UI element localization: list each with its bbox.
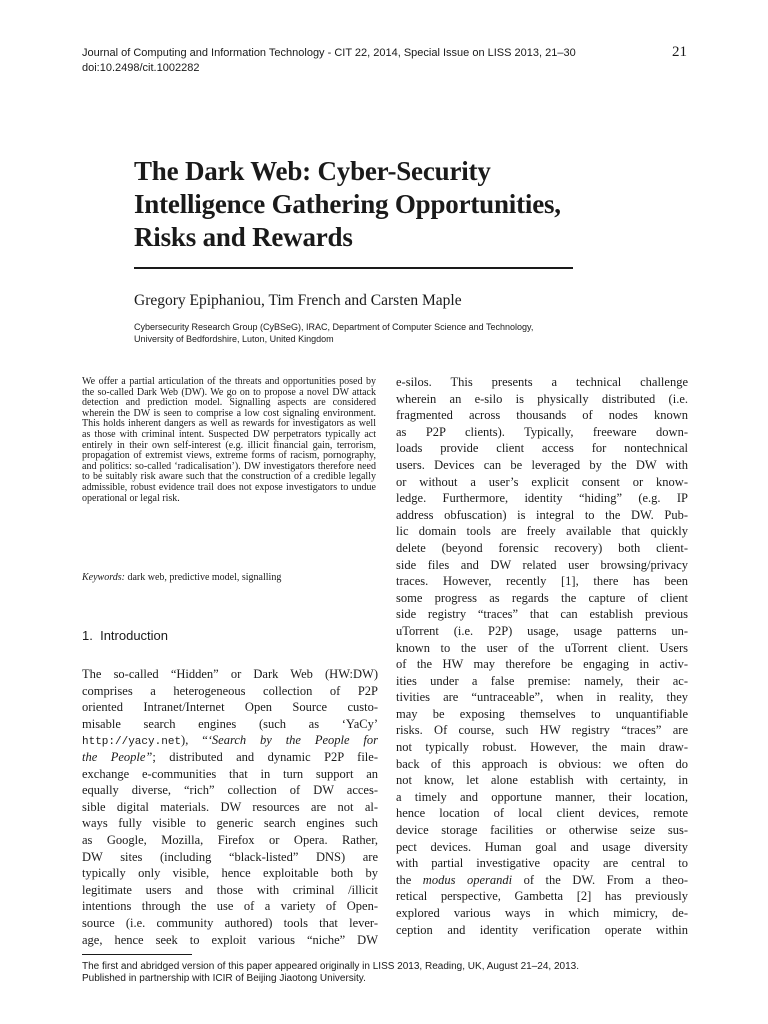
- journal-reference: Journal of Computing and Information Technology - CIT 22, 2014, Special Issue on LISS 2013, 21–30: [82, 47, 576, 59]
- text-line: lic domain tools are freely available that quickly: [396, 524, 688, 539]
- text-line: users. Devices can be leveraged by the DW with: [396, 457, 688, 472]
- affiliation-line: Cybersecurity Research Group (CyBSeG), IRAC, Department of Computer Science and Technology,: [134, 322, 534, 332]
- text-line: with partial investigative opacity are central to: [396, 856, 688, 871]
- text-line: device storage facilities or otherwise seize sus-: [396, 823, 688, 838]
- text-line: wherein an e-silo is physically distributed (i.e.: [396, 391, 688, 406]
- text-line: as P2P clients). Typically, freeware down-: [396, 424, 688, 439]
- italic-phrase: the People”: [82, 749, 153, 764]
- text-line: a timely and opportune manner, their location,: [396, 789, 688, 804]
- text-line: risks. Of course, such HW registry “traces” are: [396, 723, 688, 738]
- text-line: not typically robust. However, the main draw-: [396, 740, 688, 755]
- text-line: some progress as regards the capture of client: [396, 590, 688, 605]
- title-rule: [134, 267, 573, 269]
- text-line: pect devices. Human goal and usage diversity: [396, 839, 688, 854]
- text-line: uTorrent (i.e. P2P) usage, usage patterns un-: [396, 623, 688, 638]
- footnote: [82, 961, 692, 985]
- footnote-rule: [82, 954, 192, 955]
- italic-phrase: modus operandi: [422, 872, 513, 887]
- text-line: ception and identity verification operate within: [396, 922, 688, 937]
- text-line: age, hence seek to exploit various “niche” DW: [82, 932, 378, 947]
- text-line: side files and DW related user browsing/privacy: [396, 557, 688, 572]
- text-line: equally diverse, “rich” collection of DW acces-: [82, 783, 378, 798]
- text-line: explored various ways in which mimicry, de-: [396, 906, 688, 920]
- text-line: comprises a heterogeneous collection of P2P: [82, 683, 378, 698]
- text-line: e-silos. This presents a technical challenge: [396, 375, 688, 389]
- text-fragment: of the DW. From a theo-: [523, 872, 688, 887]
- abstract: We offer a partial articulation of the threats and opportunities posed by the so-called Dark Web (DW). We go on to propose a novel DW attack detection and prediction model. Signalling aspects are considered wherein the DW is seen to comprise a low cost signaling environment. This holds inherent dangers as well as rewards for investigators as well as those with criminal intent. Suspected DW perpetrators typically act entirely in their own self-interest (e.g. illicit financial gain, terrorism, propagation of extremist views, extreme forms of racism, pornography, and politics: so-called ‘radicalisation’). DW investigators therefore need to be suitably risk aware such that the construction of a credible legally admissible, robust evidence trail does not expose investigators to undue operational or legal risk.: [82, 376, 376, 504]
- text-line: sible digital materials. DW resources are not al-: [82, 799, 378, 814]
- text-line: ities under a false premise: namely, their ac-: [396, 673, 688, 688]
- text-line: ledge. Furthermore, identity “hiding” (e.g. IP: [396, 491, 688, 506]
- text-line: fragmented across thousands of nodes known: [396, 408, 688, 423]
- text-line: intentions through the use of a variety of Open-: [82, 899, 378, 914]
- text-line: exchange e-communities that in turn support an: [82, 766, 378, 781]
- text-line: [82, 749, 378, 766]
- text-line: retical perspective, Gambetta [2] has previously: [396, 889, 688, 904]
- text-line: tivities are “untraceable”, when in reality, they: [396, 690, 688, 705]
- footnote-line: Published in partnership with ICIR of Beijing Jiaotong University.: [82, 973, 366, 984]
- text-line: or without a user’s explicit consent or know-: [396, 474, 688, 489]
- text-line: as Google, Mozilla, Firefox or Opera. Rather,: [82, 832, 378, 847]
- intro-paragraph: [82, 666, 378, 948]
- title-line: The Dark Web: Cyber-Security: [134, 156, 491, 186]
- section-title: Introduction: [100, 628, 169, 643]
- text-fragment: the: [396, 872, 412, 887]
- text-line: oriented Intranet/Internet Open Source custo-: [82, 700, 378, 715]
- text-line: address obfuscation) is integral to the DW. Pub-: [396, 507, 688, 522]
- text-line: of the HW may therefore be engaging in activ-: [396, 657, 688, 672]
- text-line: back of this approach is obvious: we often do: [396, 756, 688, 771]
- title-line: Intelligence Gathering Opportunities,: [134, 189, 561, 219]
- text-line: known to the user of the uTorrent client. Users: [396, 640, 688, 655]
- text-line: may be exposing themselves to unquantifiable: [396, 706, 688, 721]
- doi: doi:10.2498/cit.1002282: [82, 62, 200, 74]
- text-line: The so-called “Hidden” or Dark Web (HW:DW): [82, 667, 378, 681]
- keywords-label: Keywords:: [82, 572, 125, 583]
- section-number: 1.: [82, 628, 93, 643]
- text-line: side registry “traces” that can establish previous: [396, 607, 688, 622]
- text-line: [396, 872, 688, 889]
- text-line: DW sites (including “black-listed” DNS) are: [82, 849, 378, 864]
- paper-title: [134, 155, 694, 254]
- right-column-text: [396, 374, 688, 938]
- url[interactable]: http://yacy.net: [82, 736, 182, 749]
- text-line: ways fully visible to generic search engines such: [82, 816, 378, 831]
- text-line: legitimate users and those with criminal /illicit: [82, 882, 378, 897]
- keywords: [82, 572, 376, 583]
- text-line: delete (beyond forensic recovery) both client-: [396, 540, 688, 555]
- text-line: source (i.e. community authored) tools that lever-: [82, 915, 378, 930]
- section-heading: [82, 628, 168, 643]
- punctuation: ), “: [181, 733, 208, 748]
- title-line: Risks and Rewards: [134, 222, 353, 252]
- text-line: [82, 732, 378, 749]
- italic-phrase: ‘Search by the People for: [207, 733, 378, 748]
- authors: Gregory Epiphaniou, Tim French and Carsten Maple: [134, 292, 462, 309]
- footnote-line: The first and abridged version of this paper appeared originally in LISS 2013, Reading, UK, August 21–24, 2013.: [82, 961, 579, 972]
- text-line: not know, let alone establish with certainty, in: [396, 773, 688, 788]
- text-line: traces. However, recently [1], there has been: [396, 574, 688, 589]
- text-line: hence location of local client devices, remote: [396, 806, 688, 821]
- text-line: misable search engines (such as ‘YaCy’: [82, 716, 378, 731]
- text-line: loads provide client access for nontechnical: [396, 441, 688, 456]
- affiliation-line: University of Bedfordshire, Luton, United Kingdom: [134, 334, 334, 344]
- text-line: typically only visible, hence exploitable both by: [82, 866, 378, 881]
- text-fragment: ; distributed and dynamic P2P file-: [152, 749, 378, 764]
- keywords-text: dark web, predictive model, signalling: [127, 572, 282, 583]
- page-number: 21: [672, 44, 687, 60]
